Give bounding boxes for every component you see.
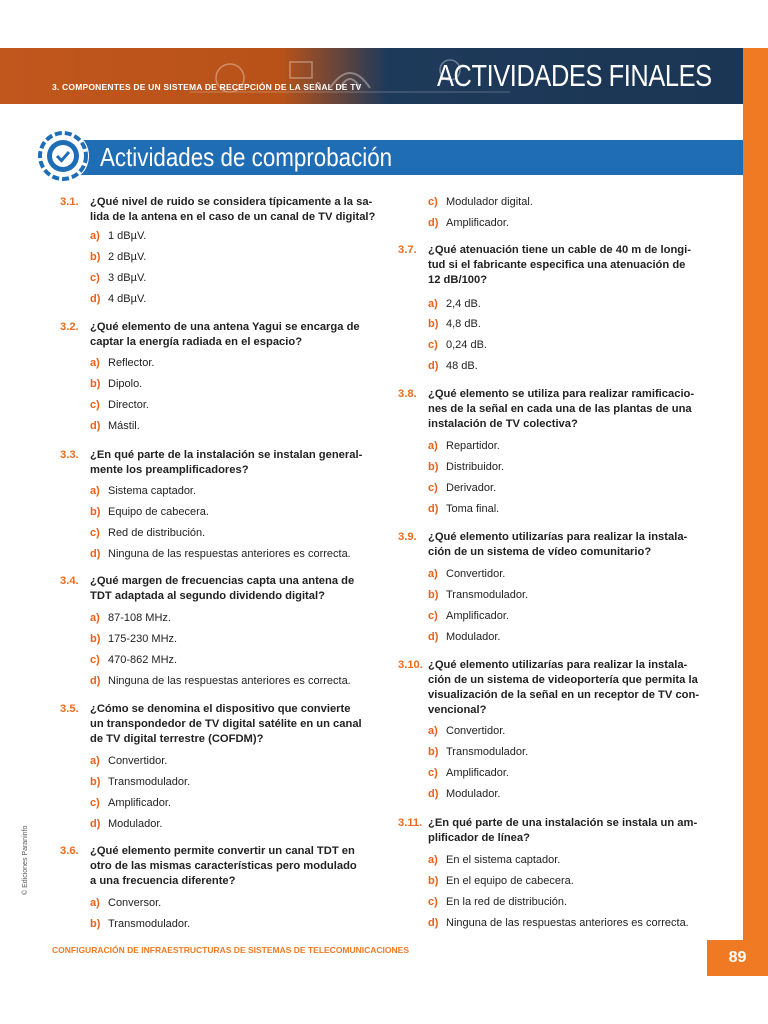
option-text: Equipo de cabecera.: [108, 506, 209, 518]
answer-option: [90, 484, 196, 498]
option-letter: a): [428, 725, 438, 737]
answer-option: [428, 439, 500, 453]
answer-option: [90, 398, 149, 412]
option-letter: b): [428, 589, 439, 601]
question-number: 3.11.: [398, 817, 423, 829]
option-letter: a): [428, 440, 438, 452]
option-text: 1 dBµV.: [108, 230, 147, 242]
question-number: 3.6.: [60, 845, 79, 857]
option-letter: c): [428, 896, 438, 908]
option-letter: a): [90, 230, 100, 242]
answer-option: [428, 359, 478, 373]
question-number: 3.4.: [60, 575, 79, 587]
question-text-line: ¿Qué elemento permite convertir un canal TDT en: [90, 845, 355, 857]
option-text: Dipolo.: [108, 378, 143, 390]
answer-option: [90, 356, 154, 370]
option-text: 48 dB.: [446, 360, 478, 372]
option-letter: c): [428, 610, 438, 622]
answer-option: [90, 632, 177, 646]
question-number: 3.7.: [398, 244, 417, 256]
option-text: Ninguna de las respuestas anteriores es correcta.: [446, 917, 689, 929]
option-letter: a): [428, 298, 438, 310]
question-text-line: a una frecuencia diferente?: [90, 875, 236, 887]
question-number: 3.1.: [60, 196, 79, 208]
option-text: En el equipo de cabecera.: [446, 875, 574, 887]
option-text: Transmodulador.: [446, 589, 529, 601]
option-letter: d): [428, 788, 439, 800]
option-text: 4 dBµV.: [108, 293, 147, 305]
option-letter: c): [428, 482, 438, 494]
question-number: 3.2.: [60, 321, 79, 333]
option-letter: c): [90, 399, 100, 411]
option-letter: a): [90, 357, 100, 369]
question-text-line: ción de un sistema de vídeo comunitario?: [428, 546, 652, 558]
option-text: 4,8 dB.: [446, 318, 481, 330]
question-text-line: instalación de TV colectiva?: [428, 418, 578, 430]
option-text: Mástil.: [108, 420, 140, 432]
option-text: Modulador.: [108, 818, 163, 830]
option-letter: b): [428, 318, 439, 330]
orange-side-strip: [743, 48, 768, 940]
answer-option: [428, 297, 481, 311]
option-letter: b): [428, 461, 439, 473]
option-text: Modulador.: [446, 788, 501, 800]
option-letter: a): [90, 485, 100, 497]
option-text: 470-862 MHz.: [108, 654, 178, 666]
answer-option: [428, 916, 689, 930]
option-text: Modulador.: [446, 631, 501, 643]
question-number: 3.9.: [398, 531, 417, 543]
option-text: Derivador.: [446, 482, 497, 494]
answer-option: [90, 547, 351, 561]
question-text-line: otro de las mismas características pero modulado: [90, 860, 357, 872]
answer-option: [90, 292, 146, 306]
option-text: 175-230 MHz.: [108, 633, 178, 645]
answer-option: [428, 216, 509, 230]
answer-option: [90, 674, 351, 688]
answer-option: [90, 611, 171, 625]
option-letter: a): [90, 897, 100, 909]
answer-option: [90, 796, 171, 810]
answer-option: [428, 609, 509, 623]
question-text-line: captar la energía radiada en el espacio?: [90, 336, 303, 348]
answer-option: [428, 895, 567, 909]
answer-option: [428, 724, 505, 738]
option-text: Director.: [108, 399, 149, 411]
question-text-line: ¿En qué parte de la instalación se instalan general-: [90, 449, 363, 461]
answer-option: [428, 630, 500, 644]
option-text: Transmodulador.: [108, 918, 191, 930]
option-text: Transmodulador.: [108, 776, 191, 788]
answer-option: [428, 567, 505, 581]
option-text: Amplificador.: [446, 217, 509, 229]
option-letter: b): [428, 746, 439, 758]
option-letter: b): [90, 506, 101, 518]
section-title: Actividades de comprobación: [100, 142, 393, 172]
option-text: Toma final.: [446, 503, 500, 515]
option-text: Amplificador.: [108, 797, 171, 809]
answer-option: [90, 896, 161, 910]
option-text: 87-108 MHz.: [108, 612, 171, 624]
option-letter: d): [428, 360, 439, 372]
answer-option: [428, 195, 533, 209]
question-text-line: lida de la antena en el caso de un canal de TV digital?: [90, 211, 376, 223]
answer-option: [428, 338, 487, 352]
option-text: Reflector.: [108, 357, 155, 369]
option-text: En el sistema captador.: [446, 854, 561, 866]
answer-option: [428, 745, 528, 759]
answer-option: [90, 917, 190, 931]
option-letter: b): [90, 776, 101, 788]
option-letter: d): [428, 503, 439, 515]
option-letter: c): [428, 196, 438, 208]
question-number: 3.5.: [60, 703, 79, 715]
answer-option: [90, 775, 190, 789]
option-text: Transmodulador.: [446, 746, 529, 758]
answer-option: [90, 250, 146, 264]
question-text-line: de TV digital terrestre (COFDM)?: [90, 733, 264, 745]
option-letter: c): [90, 272, 100, 284]
answer-option: [428, 853, 560, 867]
option-letter: d): [428, 217, 439, 229]
option-text: Modulador digital.: [446, 196, 533, 208]
option-letter: b): [428, 875, 439, 887]
page-number: 89: [707, 940, 768, 976]
answer-option: [90, 653, 177, 667]
question-number: 3.8.: [398, 388, 417, 400]
option-text: Convertidor.: [108, 755, 168, 767]
question-text-line: ¿Qué elemento utilizarías para realizar la instala-: [428, 659, 688, 671]
question-text-line: ción de un sistema de videoportería que permita la: [428, 674, 698, 686]
question-text-line: visualización de la señal en un receptor de TV con-: [428, 689, 700, 701]
option-text: Conversor.: [108, 897, 162, 909]
option-text: 2 dBµV.: [108, 251, 147, 263]
option-letter: d): [90, 548, 101, 560]
question-text-line: ¿Qué elemento se utiliza para realizar ramificacio-: [428, 388, 695, 400]
question-text-line: un transpondedor de TV digital satélite en un canal: [90, 718, 362, 730]
banner-title: ACTIVIDADES FINALES: [437, 58, 712, 93]
answer-option: [90, 419, 140, 433]
option-text: Ninguna de las respuestas anteriores es correcta.: [108, 675, 351, 687]
option-text: Convertidor.: [446, 725, 506, 737]
question-text-line: mente los preamplificadores?: [90, 464, 249, 476]
question-text-line: ¿Qué margen de frecuencias capta una antena de: [90, 575, 355, 587]
option-letter: c): [90, 797, 100, 809]
question-text-line: ¿En qué parte de una instalación se instala un am-: [428, 817, 698, 829]
option-letter: b): [90, 378, 101, 390]
question-number: 3.3.: [60, 449, 79, 461]
footer-title: CONFIGURACIÓN DE INFRAESTRUCTURAS DE SISTEMAS DE TELECOMUNICACIONES: [52, 945, 410, 955]
question-text-line: vencional?: [428, 704, 487, 716]
option-text: Convertidor.: [446, 568, 506, 580]
question-text-line: ¿Qué atenuación tiene un cable de 40 m de longi-: [428, 244, 691, 256]
question-text-line: ¿Qué nivel de ruido se considera típicamente a la sa-: [90, 196, 373, 208]
option-text: Red de distribución.: [108, 527, 206, 539]
option-letter: b): [90, 633, 101, 645]
option-letter: d): [428, 631, 439, 643]
option-text: Ninguna de las respuestas anteriores es correcta.: [108, 548, 351, 560]
answer-option: [90, 271, 146, 285]
answer-option: [90, 505, 209, 519]
answer-option: [90, 526, 205, 540]
question-text-line: 12 dB/100?: [428, 274, 488, 286]
option-letter: a): [428, 854, 438, 866]
answer-option: [428, 588, 528, 602]
answer-option: [428, 317, 481, 331]
option-letter: c): [90, 654, 100, 666]
question-text-line: nes de la señal en cada una de las plantas de una: [428, 403, 692, 415]
question-text-line: ¿Cómo se denomina el dispositivo que convierte: [90, 703, 351, 715]
question-number: 3.10.: [398, 659, 423, 671]
option-letter: d): [90, 818, 101, 830]
option-letter: c): [90, 527, 100, 539]
option-letter: d): [90, 420, 101, 432]
answer-option: [90, 229, 146, 243]
option-letter: a): [428, 568, 438, 580]
answer-option: [428, 481, 496, 495]
chapter-title: 3. COMPONENTES DE UN SISTEMA DE RECEPCIÓN DE LA SEÑAL DE TV: [52, 82, 362, 92]
option-letter: c): [428, 339, 438, 351]
option-letter: c): [428, 767, 438, 779]
option-letter: b): [90, 918, 101, 930]
option-text: 0,24 dB.: [446, 339, 487, 351]
option-letter: d): [90, 293, 101, 305]
option-text: Amplificador.: [446, 767, 509, 779]
option-letter: b): [90, 251, 101, 263]
answer-option: [90, 817, 162, 831]
option-letter: d): [428, 917, 439, 929]
answer-option: [428, 502, 499, 516]
answer-option: [90, 377, 142, 391]
option-text: Distribuidor.: [446, 461, 505, 473]
answer-option: [90, 754, 167, 768]
option-text: 3 dBµV.: [108, 272, 147, 284]
answer-option: [428, 787, 500, 801]
question-text-line: plificador de línea?: [428, 832, 530, 844]
question-text-line: tud si el fabricante especifica una atenuación de: [428, 259, 686, 271]
answer-option: [428, 460, 504, 474]
check-gear-icon: [35, 128, 91, 184]
option-letter: d): [90, 675, 101, 687]
question-text-line: TDT adaptada al segundo dividendo digital?: [90, 590, 325, 602]
option-text: Sistema captador.: [108, 485, 197, 497]
answer-option: [428, 766, 509, 780]
option-letter: a): [90, 612, 100, 624]
option-text: 2,4 dB.: [446, 298, 481, 310]
question-text-line: ¿Qué elemento utilizarías para realizar la instala-: [428, 531, 688, 543]
option-text: Repartidor.: [446, 440, 500, 452]
option-text: En la red de distribución.: [446, 896, 568, 908]
question-text-line: ¿Qué elemento de una antena Yagui se encarga de: [90, 321, 360, 333]
option-letter: a): [90, 755, 100, 767]
answer-option: [428, 874, 574, 888]
option-text: Amplificador.: [446, 610, 509, 622]
publisher-credit: © Ediciones Paraninfo: [22, 825, 29, 895]
